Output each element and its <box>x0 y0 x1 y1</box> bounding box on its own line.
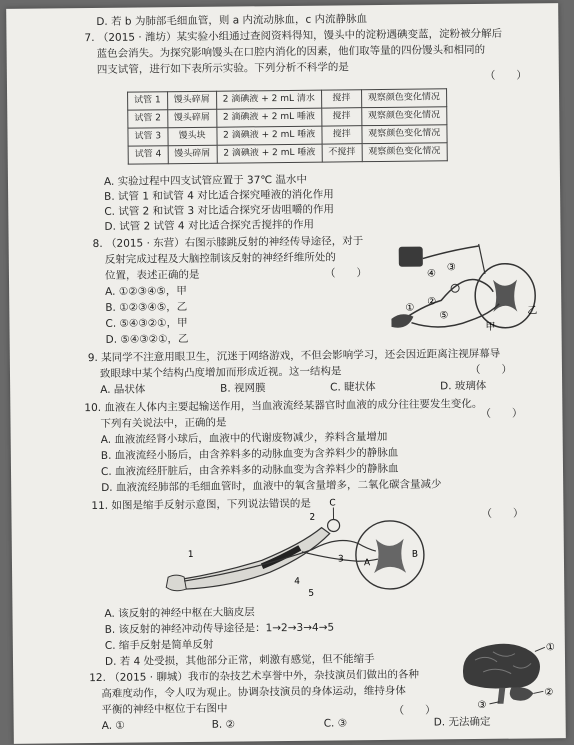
table-cell: 观察颜色变化情况 <box>361 107 446 126</box>
fig8-label-5: ⑤ <box>439 310 449 322</box>
label-2-line <box>533 691 543 693</box>
q11-option-a: A. 该反射的神经中枢在大脑皮层 <box>104 606 255 620</box>
q8-option-d: D. ⑤④③②①，乙 <box>105 333 189 346</box>
q7-experiment-table <box>127 88 447 164</box>
q8-stem-line1: 8. （2015 · 东营）右图示膝跳反射的神经传导途径，对于 <box>92 235 364 251</box>
q11-option-c: C. 缩手反射是简单反射 <box>104 638 214 652</box>
table-cell: 试管 3 <box>128 128 168 146</box>
q9-option-d: D. 玻璃体 <box>440 379 487 393</box>
q8-stem-line2: 反射完成过程及大脑控制该反射的神经纤维所处的 <box>104 251 336 266</box>
fig8-label-yi: 乙 <box>527 305 538 317</box>
q9-answer-paren: （ ） <box>469 363 513 377</box>
ascending-fiber <box>423 246 479 259</box>
q8-option-a: A. ①②③④⑤，甲 <box>105 285 187 298</box>
q12-option-d: D. 无法确定 <box>433 715 491 729</box>
q11-option-d: D. 若 4 处受损，其他部分正常，刺激有感觉，但不能缩手 <box>104 653 375 668</box>
q7-stem-line3: 四支试管，进行如下表所示实验。下列分析不科学的是 <box>96 61 349 76</box>
fig8-label-1: ① <box>405 302 415 314</box>
table-cell: 2 滴碘液 + 2 mL 唾液 <box>216 108 321 127</box>
table-cell: 2 滴碘液 + 2 mL 清水 <box>216 90 321 109</box>
fig12-label-3: ③ <box>477 699 487 712</box>
gray-matter <box>374 539 406 573</box>
brain-figure <box>453 639 564 710</box>
q9-option-b: B. 视网膜 <box>220 382 266 395</box>
fig11-label-2: 2 <box>309 512 316 523</box>
fig8-label-2: ② <box>427 296 437 308</box>
table-cell: 观察颜色变化情况 <box>362 125 447 144</box>
q8-option-c: C. ⑤④③②①，甲 <box>105 317 188 330</box>
fig11-label-5: 5 <box>308 588 315 599</box>
fig11-label-b: B <box>411 549 419 560</box>
ganglion <box>328 519 340 531</box>
q12-stem-line3: 平衡的神经中枢位于右图中 <box>101 702 228 716</box>
q11-answer-paren: （ ） <box>481 507 524 520</box>
q10-option-c: C. 血液流经肝脏后，由含养料多的动脉血变为含养料少的静脉血 <box>100 462 399 478</box>
fig12-label-1: ① <box>545 642 555 654</box>
q8-stem-line3: 位置，表述正确的是 <box>104 268 200 282</box>
table-cell: 观察颜色变化情况 <box>362 143 447 162</box>
q7-option-d: D. 试管 2 试管 4 对比适合探究舌搅拌的作用 <box>104 218 314 233</box>
fig11-label-a: A <box>363 558 371 569</box>
label-1-line <box>535 647 545 651</box>
q10-answer-paren: （ ） <box>480 407 523 420</box>
hand-outline <box>166 575 186 591</box>
q8-answer-paren: （ ） <box>324 267 368 280</box>
q7-stem-line2: 蓝色会消失。为探究影响馒头在口腔内消化的因素，他们取等量的四份馒头和相同的 <box>96 43 486 60</box>
q12-option-a: A. ① <box>101 719 125 732</box>
q7-option-b: B. 试管 1 和试管 4 对比适合探究唾液的消化作用 <box>104 188 334 203</box>
q9-stem-line2: 致眼球中某个结构凸度增加而形成近视。这一结构是 <box>99 365 342 380</box>
q9-option-a: A. 晶状体 <box>100 383 146 396</box>
q7-option-c: C. 试管 2 和试管 3 对比适合探究牙齿咀嚼的作用 <box>104 203 335 218</box>
table-cell: 搅拌 <box>321 108 361 126</box>
table-cell: 试管 2 <box>128 110 168 128</box>
table-cell: 2 滴碘液 + 2 mL 唾液 <box>217 126 322 145</box>
q12-option-c: C. ③ <box>323 717 348 730</box>
table-row <box>128 143 447 164</box>
q9-option-c: C. 睫状体 <box>330 381 376 394</box>
table-cell: 试管 4 <box>128 146 168 164</box>
descending-fiber <box>479 244 485 274</box>
q12-stem-line2: 高难度动作，令人叹为观止。协调杂技演员的身体运动，维持身体 <box>101 684 406 700</box>
q9-stem-line1: 9. 某同学不注意用眼卫生，沉迷于网络游戏，不但会影响学习，还会因近距离注视屏幕导 <box>87 347 501 365</box>
fig8-label-4: ④ <box>426 268 436 280</box>
brainstem <box>497 688 505 704</box>
fig8-label-jia: 甲 <box>485 321 496 333</box>
q7-option-a: A. 实验过程中四支试管应置于 37℃ 温水中 <box>103 173 308 188</box>
q12-answer-paren: （ ） <box>393 704 436 717</box>
fig8-label-3: ③ <box>446 262 456 274</box>
table-cell: 试管 1 <box>128 92 168 110</box>
fig11-label-3: 3 <box>337 554 344 565</box>
fig11-label-1: 1 <box>187 549 194 561</box>
leg-block <box>391 314 413 328</box>
fig12-label-2: ② <box>544 687 554 699</box>
q10-stem-line1: 10. 血液在人体内主要起输送作用，当血液流经某器官时血液的成分往往要发生变化。 <box>84 397 483 415</box>
exam-page <box>6 3 566 744</box>
table-cell: 2 滴碘液 + 2 mL 唾液 <box>217 144 322 163</box>
table-cell: 馒头碎屑 <box>167 91 216 110</box>
q6-option-d: D. 若 b 为肺部毛细血管，则 a 内流动脉血，c 内流静脉血 <box>96 13 368 28</box>
table-cell: 搅拌 <box>321 90 361 108</box>
table-cell: 不搅拌 <box>322 144 362 162</box>
fig11-label-4: 4 <box>294 576 300 587</box>
q7-answer-paren: （ ） <box>484 69 527 82</box>
q10-option-a: A. 血液流经肾小球后，血液中的代谢废物减少，养料含量增加 <box>100 430 388 446</box>
q10-option-b: B. 血液流经小肠后，由含养料多的动脉血变为含养料少的静脉血 <box>100 446 399 462</box>
q8-option-b: B. ①②③④⑤，乙 <box>105 301 188 314</box>
fig11-label-c: C <box>329 498 336 509</box>
q11-stem: 11. 如图是缩手反射示意图，下列说法错误的是 <box>91 497 311 513</box>
table-cell: 观察颜色变化情况 <box>361 89 446 108</box>
table-cell: 馒头碎屑 <box>167 109 216 128</box>
arm-outline <box>182 528 331 590</box>
cerebellum <box>510 687 534 701</box>
brain-block <box>399 247 423 267</box>
q7-stem-line1: 7. （2015 · 潍坊）某实验小组通过查阅资料得知，馒头中的淀粉遇碘变蓝，淀粉被分解后 <box>84 27 503 45</box>
q11-option-b: B. 该反射的神经冲动传导途径是：1→2→3→4→5 <box>104 621 335 636</box>
table-cell: 馒头块 <box>168 127 217 146</box>
table-cell: 馒头碎屑 <box>168 145 217 164</box>
q10-option-d: D. 血液流经肺部的毛细血管时，血液中的氧含量增多，二氧化碳含量减少 <box>101 478 442 494</box>
table-cell: 搅拌 <box>322 126 362 144</box>
knee-jerk-reflex-figure <box>381 239 552 337</box>
q10-stem-line2: 下列有关说法中，正确的是 <box>100 416 227 430</box>
q12-option-b: B. ② <box>211 718 236 731</box>
withdrawal-reflex-figure <box>161 498 462 601</box>
q12-stem-line1: 12. （2015 · 聊城）我市的杂技艺术享誉中外，杂技演员们做出的各种 <box>89 668 420 685</box>
